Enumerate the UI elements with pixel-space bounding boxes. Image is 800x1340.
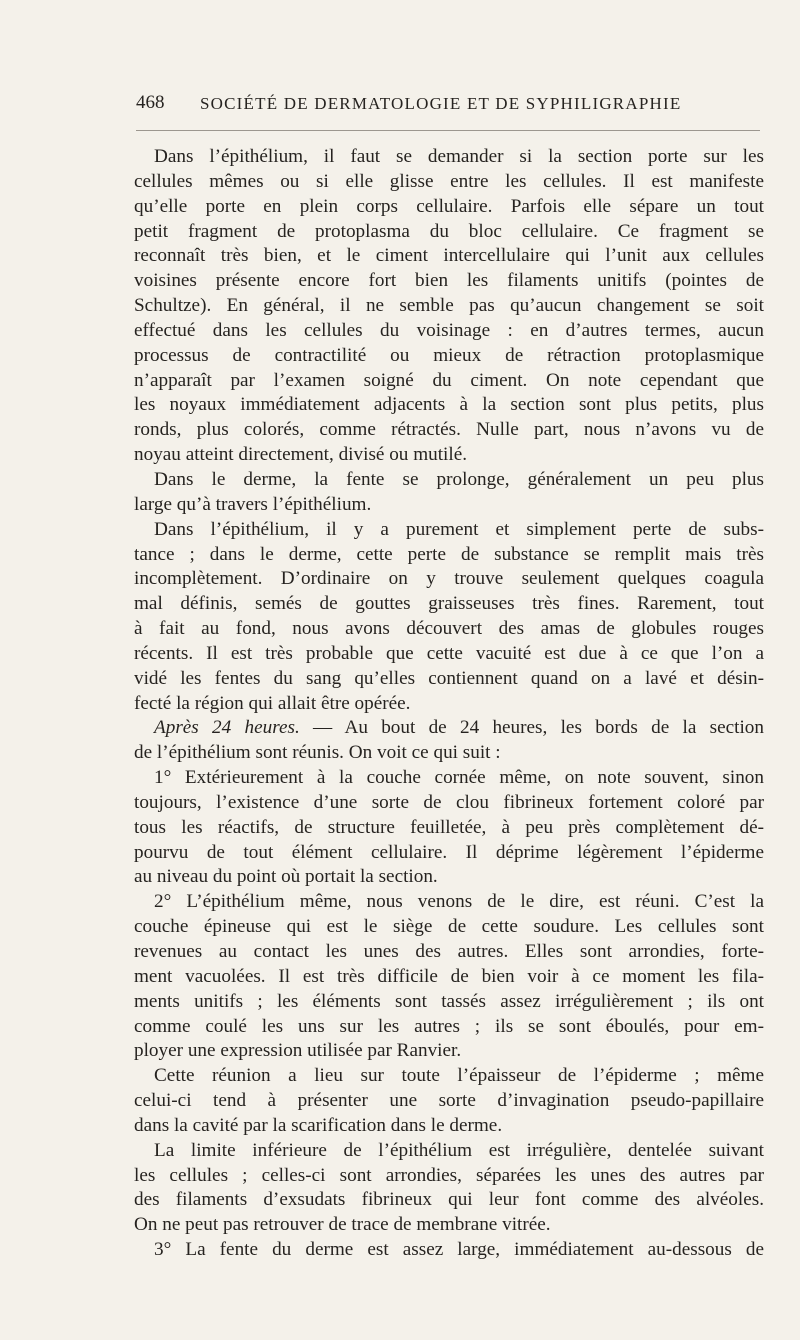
text-line-content: Dans l’épithélium, il faut se demander si la section porte sur les bbox=[154, 146, 764, 167]
text-line bbox=[134, 543, 764, 568]
text-line-content: — Au bout de 24 heures, les bords de la section bbox=[299, 717, 764, 739]
text-line-content: à fait au fond, nous avons découvert des amas de globules rouges bbox=[134, 618, 764, 640]
text-line-content: noyau atteint directement, divisé ou mutilé. bbox=[134, 444, 468, 466]
header-rule bbox=[136, 130, 760, 131]
text-line-content: ronds, plus colorés, comme rétractés. Nulle part, nous n’avons vu de bbox=[134, 419, 764, 441]
page-header bbox=[136, 92, 760, 120]
text-line bbox=[134, 791, 764, 816]
text-line bbox=[134, 990, 764, 1015]
running-title: SOCIÉTÉ DE DERMATOLOGIE ET DE SYPHILIGRAPHIE bbox=[200, 94, 682, 113]
text-line-content: ment vacuolées. Il est très difficile de bien voir à ce moment les fila- bbox=[134, 965, 764, 987]
text-line-content: ployer une expression utilisée par Ranvier. bbox=[134, 1040, 462, 1062]
text-line bbox=[134, 617, 764, 642]
text-line-content: voisines présente encore fort bien les filaments unitifs (pointes de bbox=[134, 270, 764, 292]
text-line bbox=[134, 1213, 764, 1238]
text-line-content: Dans l’épithélium, il y a purement et simplement perte de subs- bbox=[154, 518, 764, 540]
text-line-content: Cette réunion a lieu sur toute l’épaisseur de l’épiderme ; même bbox=[154, 1065, 764, 1087]
text-line-content: dans la cavité par la scarification dans le derme. bbox=[134, 1114, 503, 1136]
text-line-content: pourvu de tout élément cellulaire. Il déprime légèrement l’épiderme bbox=[134, 841, 764, 863]
text-line bbox=[134, 1039, 764, 1064]
text-line bbox=[134, 269, 764, 294]
text-line-content: La limite inférieure de l’épithélium est irrégulière, dentelée suivant bbox=[154, 1139, 764, 1161]
text-line bbox=[134, 145, 764, 170]
text-line bbox=[134, 220, 764, 245]
text-line-content: large qu’à travers l’épithélium. bbox=[134, 493, 372, 515]
text-line bbox=[134, 940, 764, 965]
text-line-content: celui-ci tend à présenter une sorte d’invagination pseudo-papillaire bbox=[134, 1090, 764, 1112]
text-line-content: mal définis, semés de gouttes graisseuses très fines. Rarement, tout bbox=[134, 593, 764, 615]
text-line bbox=[134, 1188, 764, 1213]
text-line-content: ments unitifs ; les éléments sont tassés assez irrégulièrement ; ils ont bbox=[134, 990, 764, 1012]
text-line bbox=[134, 518, 764, 543]
text-line bbox=[134, 1139, 764, 1164]
text-line bbox=[134, 393, 764, 418]
text-line bbox=[134, 468, 764, 493]
text-line bbox=[134, 865, 764, 890]
text-line bbox=[134, 592, 764, 617]
text-line bbox=[134, 1114, 764, 1139]
text-line bbox=[134, 915, 764, 940]
text-line bbox=[134, 965, 764, 990]
text-line bbox=[134, 567, 764, 592]
text-line-content: vidé les fentes du sang qu’elles contiennent quand on a lavé et désin- bbox=[134, 667, 764, 689]
text-line bbox=[134, 195, 764, 220]
text-line-content: toujours, l’existence d’une sorte de clou fibrineux fortement coloré par bbox=[134, 791, 764, 813]
text-line-content: tous les réactifs, de structure feuilletée, à peu près complètement dé- bbox=[134, 816, 764, 838]
text-line-content: au niveau du point où portait la section. bbox=[134, 866, 438, 888]
text-line-content: qu’elle porte en plein corps cellulaire. Parfois elle sépare un tout bbox=[134, 195, 764, 217]
text-line bbox=[134, 741, 764, 766]
text-line-content: les cellules ; celles-ci sont arrondies, séparées les unes des autres par bbox=[134, 1164, 764, 1186]
text-line-content: comme coulé les uns sur les autres ; ils se sont éboulés, pour em- bbox=[134, 1015, 764, 1037]
text-line bbox=[134, 890, 764, 915]
text-line bbox=[134, 294, 764, 319]
text-line-content: cellules mêmes ou si elle glisse entre les cellules. Il est manifeste bbox=[134, 170, 764, 192]
body-text bbox=[134, 145, 764, 1263]
text-line-content: On ne peut pas retrouver de trace de membrane vitrée. bbox=[134, 1214, 551, 1236]
text-line-content: 1° Extérieurement à la couche cornée même, on note souvent, sinon bbox=[154, 767, 764, 789]
text-line-content: petit fragment de protoplasma du bloc cellulaire. Ce fragment se bbox=[134, 220, 764, 242]
text-line bbox=[134, 1015, 764, 1040]
text-line-content: reconnaît très bien, et le ciment intercellulaire qui l’unit aux cellules bbox=[134, 245, 764, 267]
text-line bbox=[134, 493, 764, 518]
text-line bbox=[134, 716, 764, 741]
text-line bbox=[134, 1238, 764, 1263]
text-line bbox=[134, 667, 764, 692]
text-line bbox=[134, 443, 764, 468]
text-line-content: incomplètement. D’ordinaire on y trouve seulement quelques coagula bbox=[134, 568, 764, 590]
text-line bbox=[134, 692, 764, 717]
text-line bbox=[134, 418, 764, 443]
text-line bbox=[134, 319, 764, 344]
text-line bbox=[134, 344, 764, 369]
text-line-content: récents. Il est très probable que cette vacuité est due à ce que l’on a bbox=[134, 642, 764, 664]
text-line bbox=[134, 766, 764, 791]
text-line-content: 3° La fente du derme est assez large, immédiatement au-dessous de bbox=[154, 1239, 764, 1261]
text-line bbox=[134, 642, 764, 667]
page-number: 468 bbox=[136, 92, 165, 113]
text-line bbox=[134, 1064, 764, 1089]
text-line-content: n’apparaît par l’examen soigné du ciment. On note cependant que bbox=[134, 369, 764, 391]
text-line bbox=[134, 816, 764, 841]
text-line-content: les noyaux immédiatement adjacents à la section sont plus petits, plus bbox=[134, 394, 764, 416]
text-line-content: des filaments d’exsudats fibrineux qui leur font comme des alvéoles. bbox=[134, 1189, 764, 1211]
text-line bbox=[134, 1164, 764, 1189]
text-line-content: effectué dans les cellules du voisinage : en d’autres termes, aucun bbox=[134, 319, 764, 341]
text-line-content: processus de contractilité ou mieux de rétraction protoplasmique bbox=[134, 344, 764, 366]
text-line-content: 2° L’épithélium même, nous venons de le dire, est réuni. C’est la bbox=[154, 891, 764, 913]
text-line bbox=[134, 1089, 764, 1114]
text-line bbox=[134, 170, 764, 195]
text-line-content: couche épineuse qui est le siège de cette soudure. Les cellules sont bbox=[134, 916, 764, 938]
text-line-content: de l’épithélium sont réunis. On voit ce qui suit : bbox=[134, 742, 501, 764]
text-line-content: tance ; dans le derme, cette perte de substance se remplit mais très bbox=[134, 543, 764, 565]
text-line bbox=[134, 841, 764, 866]
text-line-content: Dans le derme, la fente se prolonge, généralement un peu plus bbox=[154, 468, 764, 490]
text-line-content: fecté la région qui allait être opérée. bbox=[134, 692, 411, 714]
italic-heading: Après 24 heures. bbox=[154, 717, 300, 739]
text-line-content: revenues au contact les unes des autres. Elles sont arrondies, forte- bbox=[134, 941, 764, 962]
text-line-content: Schultze). En général, il ne semble pas qu’aucun changement se soit bbox=[134, 295, 764, 317]
text-line bbox=[134, 369, 764, 394]
text-line bbox=[134, 244, 764, 269]
